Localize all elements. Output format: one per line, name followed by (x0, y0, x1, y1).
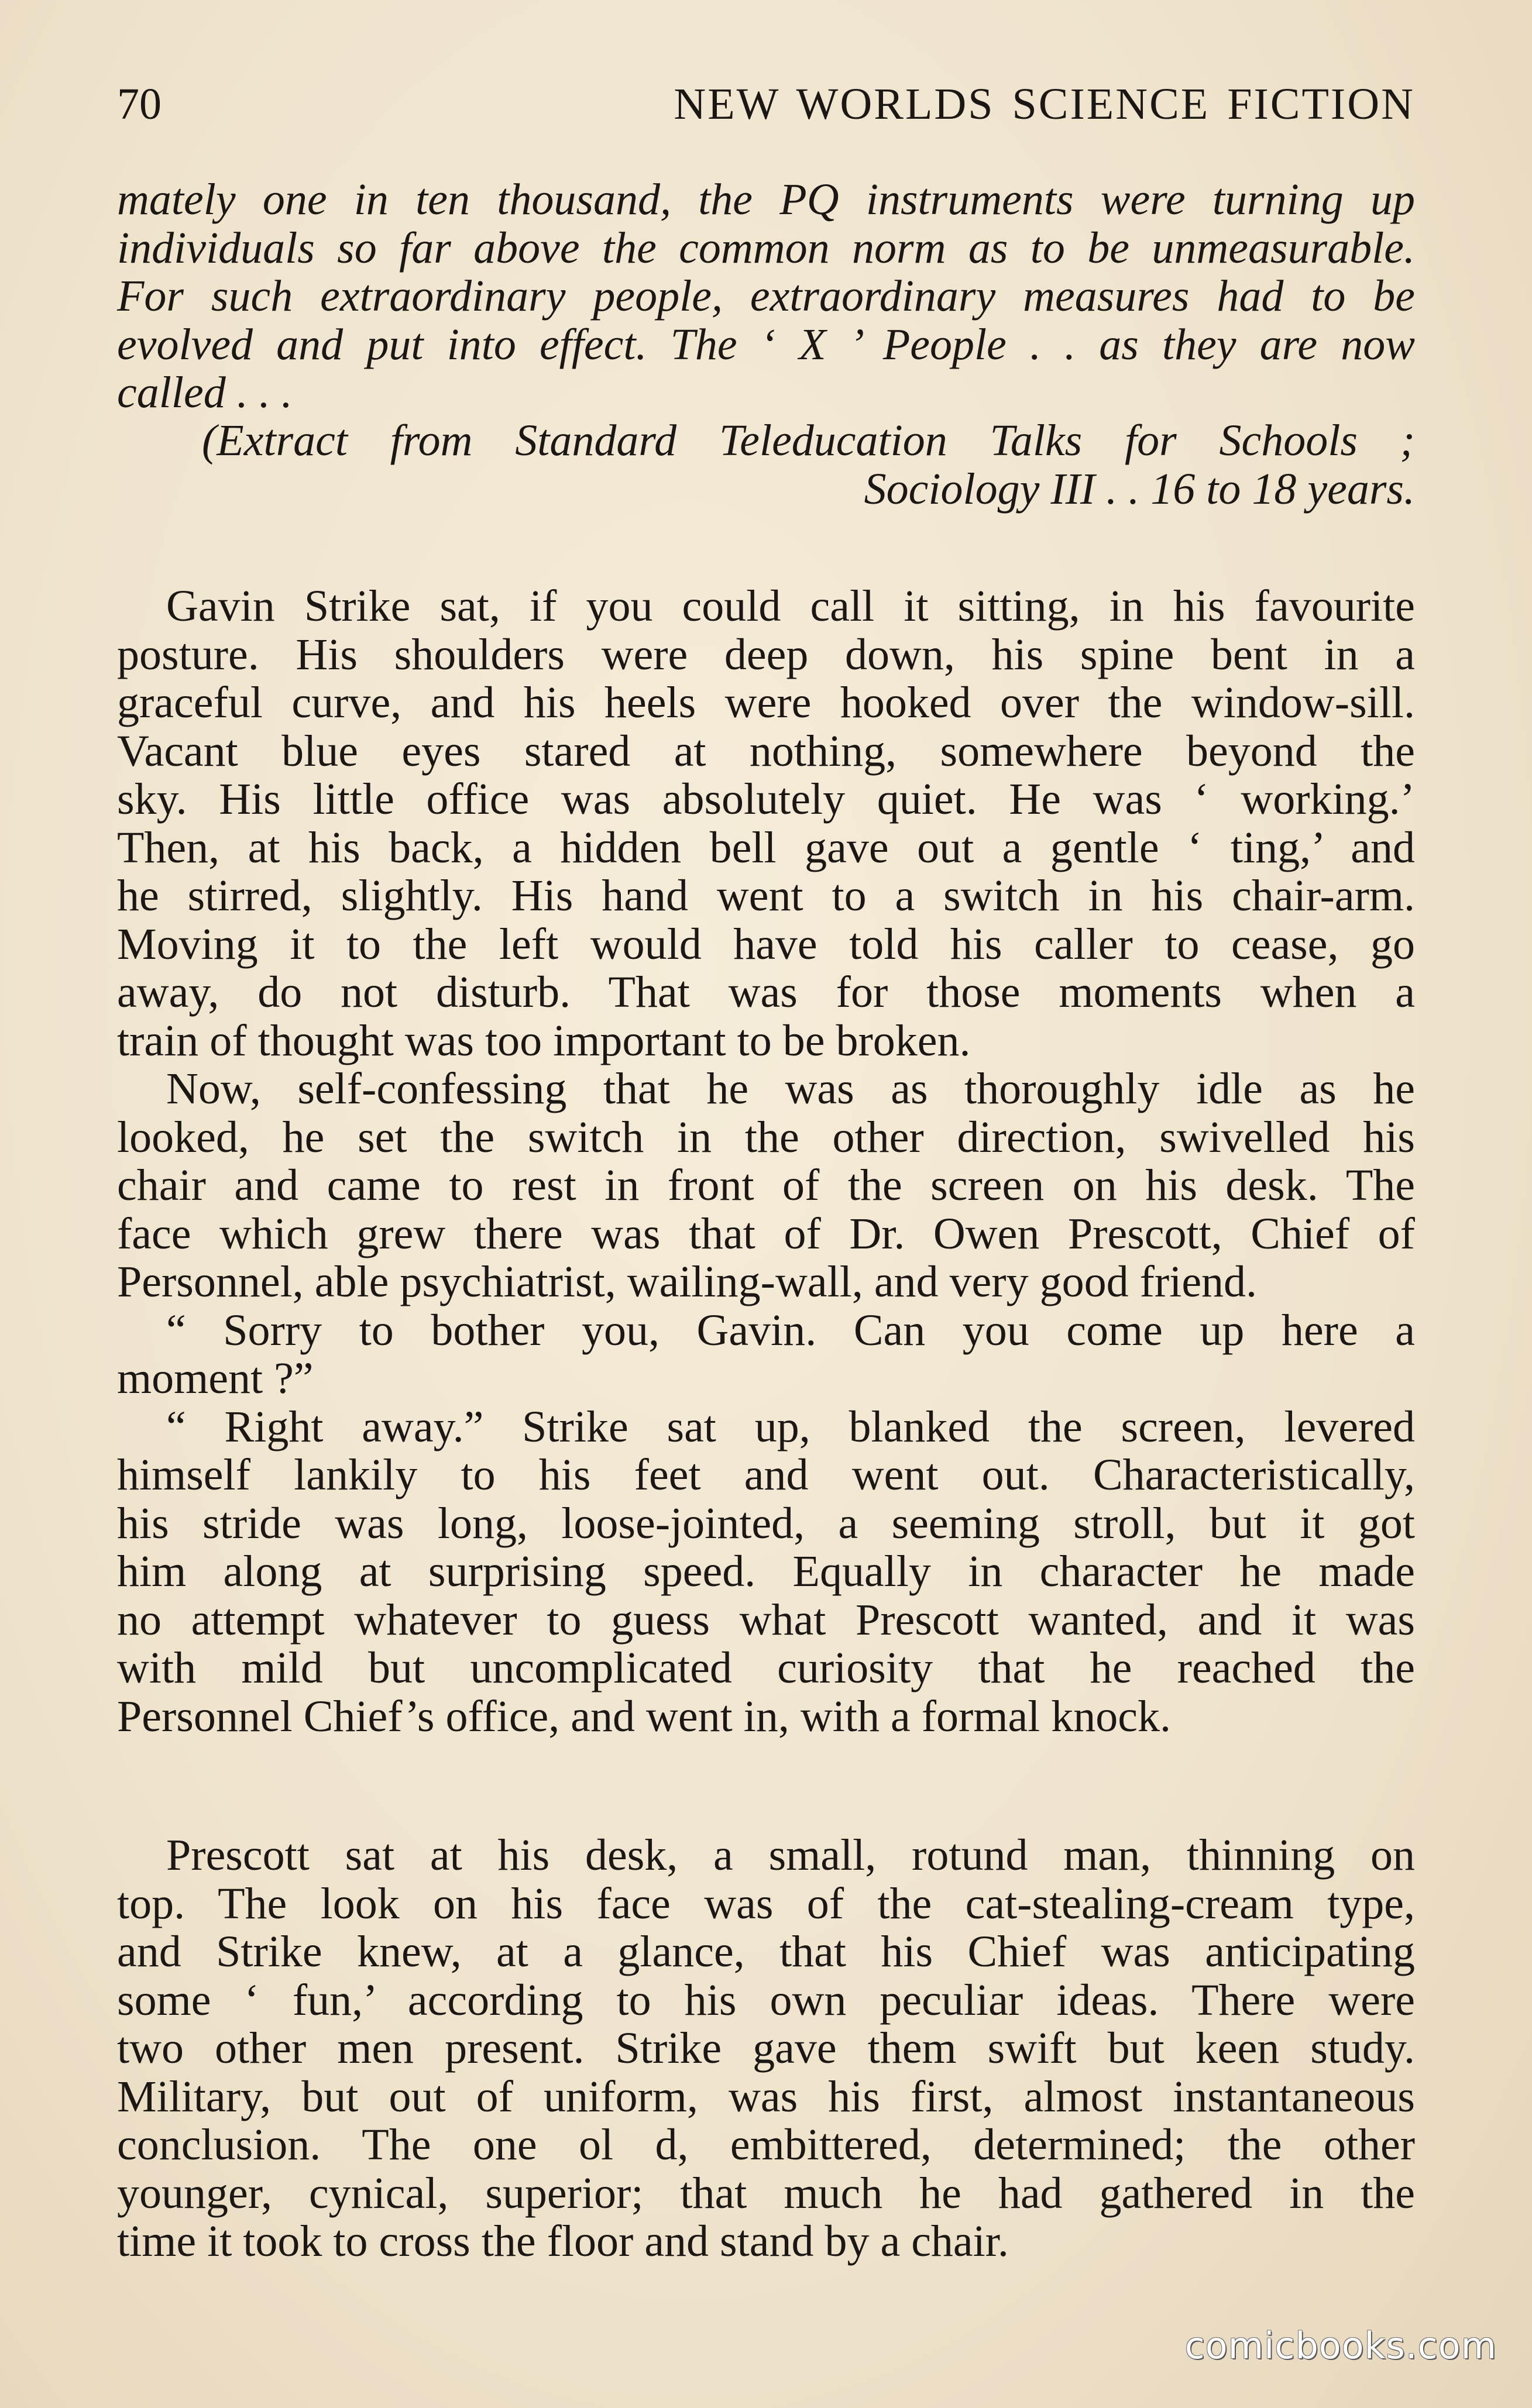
citation-line: Sociology III . . 16 to 18 years. (864, 464, 1415, 514)
body-line: time it took to cross the floor and stand by a chair. (117, 2217, 1009, 2266)
body-line: Personnel Chief’s office, and went in, with a formal knock. (117, 1691, 1172, 1741)
body-line: his stride was long, loose-jointed, a seeming stroll, but it got (117, 1498, 1415, 1548)
body-line: Military, but out of uniform, was his first, almost instantaneous (117, 2072, 1415, 2121)
body-line: Now, self-confessing that he was as thoroughly idle as he (166, 1064, 1415, 1113)
body-line: “ Sorry to bother you, Gavin. Can you come up here a (166, 1305, 1415, 1355)
body-line: Prescott sat at his desk, a small, rotund man, thinning on (166, 1831, 1415, 1880)
body-line: Personnel, able psychiatrist, wailing-wall, and very good friend. (117, 1257, 1258, 1306)
epigraph-line: called . . . (117, 368, 293, 417)
body-line: younger, cynical, superior; that much he had gathered in the (117, 2168, 1415, 2218)
body-line: conclusion. The one ol d, embittered, determined; the other (117, 2120, 1415, 2169)
epigraph-line: For such extraordinary people, extraordinary measures had to be (117, 271, 1415, 321)
body-line: and Strike knew, at a glance, that his Chief was anticipating (117, 1927, 1415, 1976)
running-head: NEW WORLDS SCIENCE FICTION (674, 80, 1415, 129)
epigraph-line: individuals so far above the common norm as to be unmeasurable. (117, 223, 1415, 273)
watermark: comicbooks.com (1184, 2324, 1497, 2367)
epigraph-citation (117, 417, 1415, 513)
citation-line: (Extract from Standard Teleducation Talks for Schools ; (202, 416, 1415, 465)
body-line: top. The look on his face was of the cat-stealing-cream type, (117, 1879, 1415, 1928)
body-line: some ‘ fun,’ according to his own peculiar ideas. There were (117, 1975, 1415, 2025)
body-line: he stirred, slightly. His hand went to a switch in his chair-arm. (117, 871, 1415, 920)
epigraph-line: evolved and put into effect. The ‘ X ’ People . . as they are now (117, 319, 1415, 369)
page-number: 70 (117, 80, 162, 129)
body-line: with mild but uncomplicated curiosity that he reached the (117, 1643, 1415, 1693)
body-line: away, do not disturb. That was for those moments when a (117, 968, 1415, 1017)
body-line: moment ?” (117, 1354, 314, 1403)
body-line: graceful curve, and his heels were hooked over the window-sill. (117, 678, 1415, 727)
body-line: chair and came to rest in front of the screen on his desk. The (117, 1161, 1415, 1210)
epigraph (117, 176, 1415, 417)
body-line: Vacant blue eyes stared at nothing, somewhere beyond the (117, 726, 1415, 776)
body-section-1 (117, 582, 1415, 1740)
body-line: “ Right away.” Strike sat up, blanked the screen, levered (166, 1402, 1415, 1451)
body-line: two other men present. Strike gave them swift but keen study. (117, 2024, 1415, 2073)
body-line: Gavin Strike sat, if you could call it sitting, in his favourite (166, 582, 1415, 631)
body-line: him along at surprising speed. Equally in character he made (117, 1547, 1415, 1596)
body-line: Then, at his back, a hidden bell gave out a gentle ‘ ting,’ and (117, 823, 1415, 872)
body-line: sky. His little office was absolutely quiet. He was ‘ working.’ (117, 775, 1415, 824)
body-line: no attempt whatever to guess what Prescott wanted, and it was (117, 1595, 1415, 1645)
body-section-3 (117, 1831, 1415, 2266)
body-line: looked, he set the switch in the other direction, swivelled his (117, 1112, 1415, 1162)
body-line: himself lankily to his feet and went out. Characteristically, (117, 1450, 1415, 1499)
body-line: face which grew there was that of Dr. Owen Prescott, Chief of (117, 1209, 1415, 1258)
body-line: train of thought was too important to be broken. (117, 1016, 971, 1065)
body-line: posture. His shoulders were deep down, his spine bent in a (117, 629, 1415, 679)
epigraph-line: mately one in ten thousand, the PQ instruments were turning up (117, 175, 1415, 224)
page-header (117, 75, 1415, 133)
body-line: Moving it to the left would have told his caller to cease, go (117, 919, 1415, 969)
